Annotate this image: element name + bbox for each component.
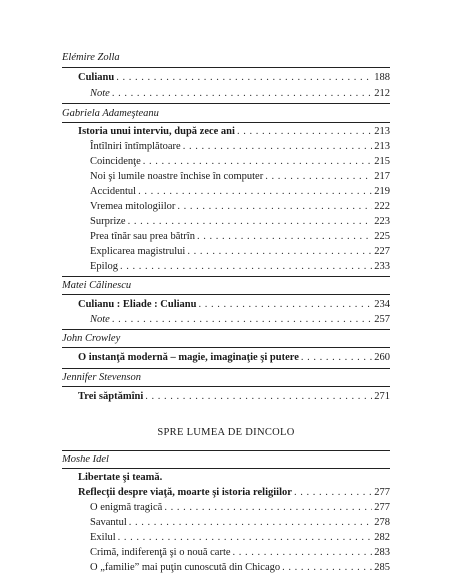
entry-title: O instanţă modernă – magie, imaginaţie şi putere [78,352,299,363]
section-divider [62,329,390,330]
leader-dots [145,391,372,403]
section-divider [62,368,390,369]
entry-title: Noi şi lumile noastre închise în computer [90,171,264,182]
toc-entry [90,502,390,514]
leader-dots [237,126,372,138]
leader-dots [197,231,372,243]
page-number: 212 [374,88,390,99]
page-number: 219 [374,186,390,197]
page-number: 213 [374,126,390,137]
toc-entry [90,562,390,574]
entry-title: Trei săptămîni [78,391,144,402]
leader-dots [233,547,372,559]
entry-title: Surprize [90,216,126,227]
leader-dots [138,186,372,198]
toc-entry [90,532,390,544]
page-number: 213 [374,141,390,152]
page-number: 278 [374,517,390,528]
toc-entry [90,231,390,243]
page-number: 233 [374,261,390,272]
page-number: 257 [374,314,390,325]
page-number: 285 [374,562,390,573]
toc-entry [90,141,390,153]
author-name: John Crowley [62,333,121,344]
leader-dots [301,352,372,364]
toc-entry [78,487,390,499]
toc-entry [78,391,390,403]
author-name: Gabriela Adameşteanu [62,108,159,119]
page-number: 260 [374,352,390,363]
page-number: 225 [374,231,390,242]
section-divider [62,347,390,348]
page-number: 277 [374,487,390,498]
author-name: Elémire Zolla [62,52,120,63]
page-number: 222 [374,201,390,212]
toc-entry [90,216,390,228]
page-number: 223 [374,216,390,227]
entry-title: Întîlniri întîmplătoare [90,141,181,152]
section-divider [62,468,390,469]
section-divider [62,67,390,68]
toc-entry [90,156,390,168]
part-title: SPRE LUMEA DE DINCOLO [157,427,295,438]
section-divider [62,450,390,451]
section-divider [62,276,390,277]
entry-title: Accidentul [90,186,137,197]
author-name: Matei Călinescu [62,280,132,291]
entry-heading: Libertate şi teamă. [78,472,163,483]
page-number: 277 [374,502,390,513]
page-number: 282 [374,532,390,543]
toc-entry [78,72,390,84]
page-number: 188 [374,72,390,83]
entry-title: O „familie” mai puţin cunoscută din Chicago [90,562,281,573]
entry-title: Prea tînăr sau prea bătrîn [90,231,195,242]
leader-dots [143,156,372,168]
section-divider [62,103,390,104]
page-number: 283 [374,547,390,558]
page-number: 215 [374,156,390,167]
page-number: 217 [374,171,390,182]
toc-entry [90,261,390,273]
entry-title: O enigmă tragică [90,502,163,513]
leader-dots [112,88,372,100]
leader-dots [116,72,372,84]
section-divider [62,294,390,295]
page-number: 271 [374,391,390,402]
leader-dots [282,562,372,574]
leader-dots [120,261,372,273]
toc-entry [90,201,390,213]
toc-entry [90,517,390,529]
author-name: Jennifer Stevenson [62,372,142,383]
leader-dots [118,532,372,544]
entry-title: Istoria unui interviu, după zece ani [78,126,235,137]
entry-title: Explicarea magistrului [90,246,186,257]
toc-entry [90,171,390,183]
toc-entry-note [90,314,390,326]
page-number: 227 [374,246,390,257]
entry-title: Culianu [78,72,115,83]
entry-title: Epilog [90,261,118,272]
leader-dots [183,141,372,153]
leader-dots [177,201,372,213]
entry-title: Crimă, indiferenţă şi o nouă carte [90,547,231,558]
toc-entry [78,352,390,364]
section-divider [62,122,390,123]
leader-dots [112,314,372,326]
toc-entry [78,299,390,311]
leader-dots [128,216,372,228]
entry-title: Note [90,314,110,325]
toc-entry [90,547,390,559]
entry-title: Note [90,88,110,99]
toc-entry-note [90,88,390,100]
leader-dots [129,517,372,529]
leader-dots [198,299,372,311]
toc-entry [90,186,390,198]
leader-dots [265,171,372,183]
entry-title: Exilul [90,532,116,543]
entry-title: Vremea mitologiilor [90,201,176,212]
page-number: 234 [374,299,390,310]
toc-entry [90,246,390,258]
leader-dots [164,502,372,514]
entry-title: Reflecţii despre viaţă, moarte şi istoria religiilor [78,487,292,498]
entry-title: Culianu : Eliade : Culianu [78,299,197,310]
leader-dots [187,246,372,258]
section-divider [62,386,390,387]
entry-title: Coincidenţe [90,156,141,167]
author-name: Moshe Idel [62,454,109,465]
entry-title: Savantul [90,517,127,528]
leader-dots [294,487,372,499]
toc-entry [78,126,390,138]
